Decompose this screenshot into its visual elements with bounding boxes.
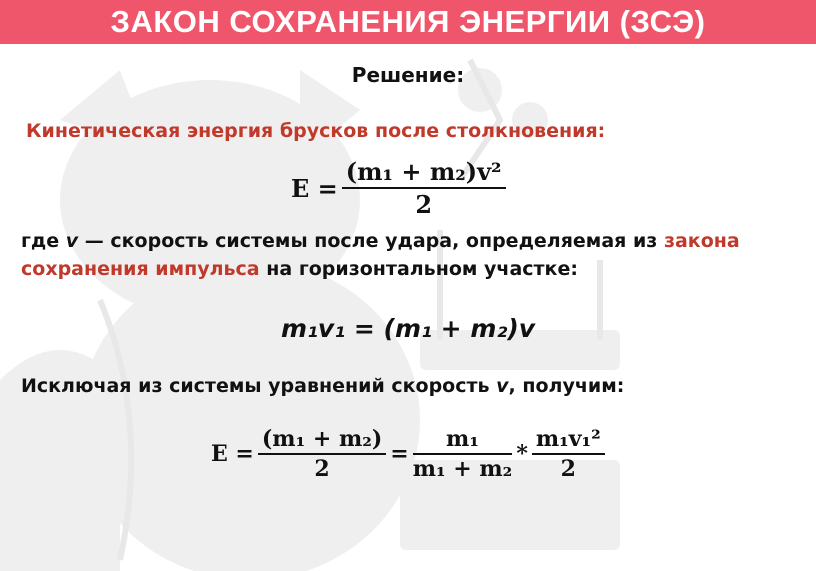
text-line-exclude-velocity (21, 375, 624, 397)
text-line-momentum-law (21, 258, 578, 280)
variable-v: v (65, 230, 79, 252)
fraction-denominator: m₁ + m₂ (412, 456, 513, 482)
text-segment: — скорость системы после удара, определяемая из (78, 230, 664, 252)
fraction-numerator: (m₁ + m₂) (258, 426, 386, 455)
kinetic-energy-formula (287, 157, 506, 219)
fraction (413, 426, 513, 482)
fraction (258, 426, 386, 482)
fraction-numerator: (m₁ + m₂)v² (342, 157, 506, 189)
text-segment: на горизонтальном участке: (259, 258, 578, 280)
highlight-momentum-conservation: сохранения импульса (21, 258, 260, 280)
fraction-numerator: m₁ (413, 426, 513, 455)
text-line-velocity-definition (21, 230, 740, 252)
fraction-numerator: m₁v₁² (532, 426, 605, 455)
equals-sign: = (390, 441, 409, 467)
fraction-denominator: 2 (415, 190, 433, 219)
text-segment: где (21, 230, 66, 252)
solution-heading: Решение: (351, 63, 465, 87)
formula-lhs: E = (211, 441, 254, 467)
result-energy-formula (207, 426, 605, 482)
fraction (342, 157, 506, 219)
fraction (532, 426, 605, 482)
fraction-denominator: 2 (560, 456, 576, 482)
variable-v: v (496, 375, 509, 397)
formula-lhs: E = (291, 173, 338, 203)
momentum-equation-text: m₁v₁ = (m₁ + m₂)v (280, 314, 536, 343)
text-segment: , получим: (508, 375, 625, 397)
kinetic-energy-heading: Кинетическая энергия брусков после столкновения: (26, 120, 606, 142)
page-title: ЗАКОН СОХРАНЕНИЯ ЭНЕРГИИ (ЗСЭ) (110, 4, 706, 39)
highlight-law: закона (663, 230, 740, 252)
momentum-equation (0, 314, 816, 343)
text-segment: Исключая из системы уравнений скорость (21, 375, 497, 397)
multiply-sign: * (516, 441, 528, 467)
fraction-denominator: 2 (314, 456, 330, 482)
